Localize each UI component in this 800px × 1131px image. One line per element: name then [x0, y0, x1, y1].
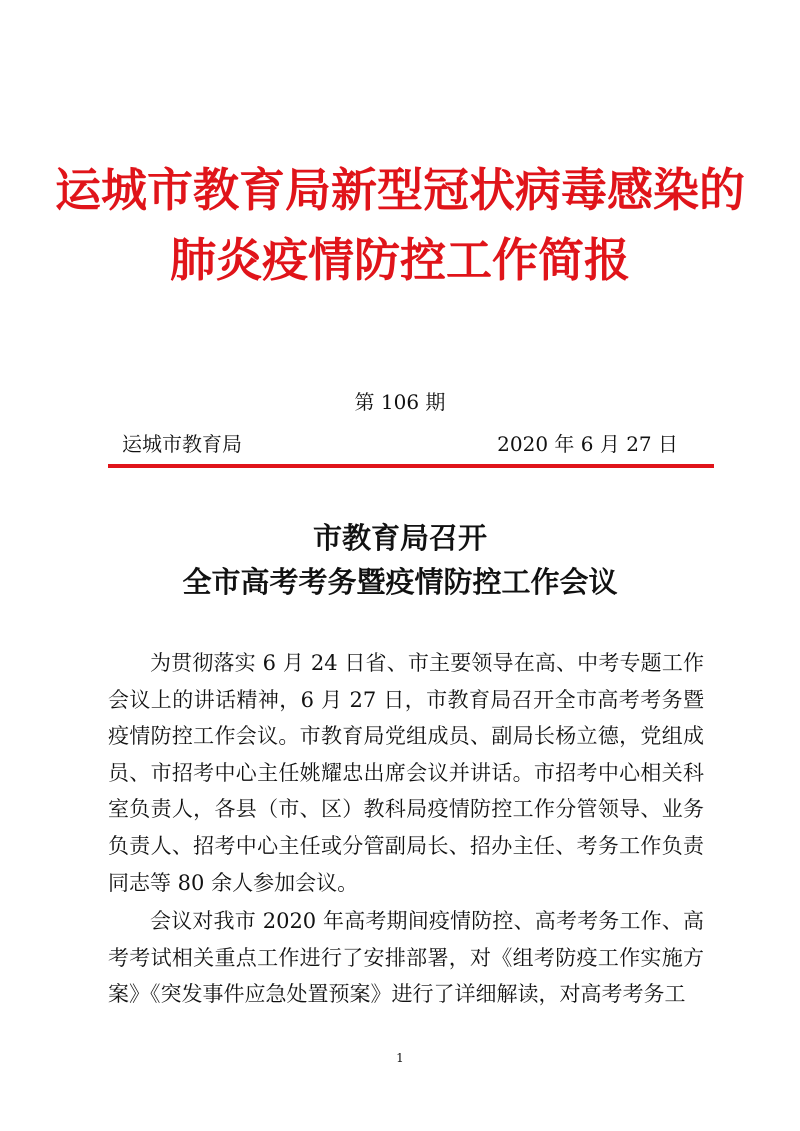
bulletin-title-line-1: 运城市教育局新型冠状病毒感染的	[55, 163, 745, 217]
issue-number: 第 106 期	[354, 390, 446, 414]
page-number: 1	[396, 1051, 404, 1065]
article-body	[108, 645, 704, 901]
article-body-continued	[108, 903, 704, 1013]
paragraph: 会议对我市 2020 年高考期间疫情防控、高考考务工作、高考考试相关重点工作进行了安排部署，对《组考防疫工作实施方案》《突发事件应急处置预案》进行了详细解读，对高考考务工	[108, 909, 704, 1007]
paragraph: 为贯彻落实 6 月 24 日省、市主要领导在高、中考专题工作会议上的讲话精神，6 月 27 日，市教育局召开全市高考考务暨疫情防控工作会议。市教育局党组成员、副局长杨立德，党组成员、市招考中心主任姚耀忠出席会议并讲话。市招考中心相关科室负责人，各县（市、区）教科局疫情防控工作分管领导、业务负责人、招考中心主任或分管副局长、招办主任、考务工作负责同志等 80 余人参加会议。	[108, 651, 704, 895]
header-divider	[108, 464, 714, 468]
issuer: 运城市教育局	[122, 432, 242, 456]
article-title-line-1: 市教育局召开	[312, 521, 487, 555]
article-title-line-2: 全市高考考务暨疫情防控工作会议	[182, 565, 618, 599]
bulletin-title-line-2: 肺炎疫情防控工作简报	[170, 233, 630, 287]
issue-date: 2020 年 6 月 27 日	[497, 432, 678, 456]
